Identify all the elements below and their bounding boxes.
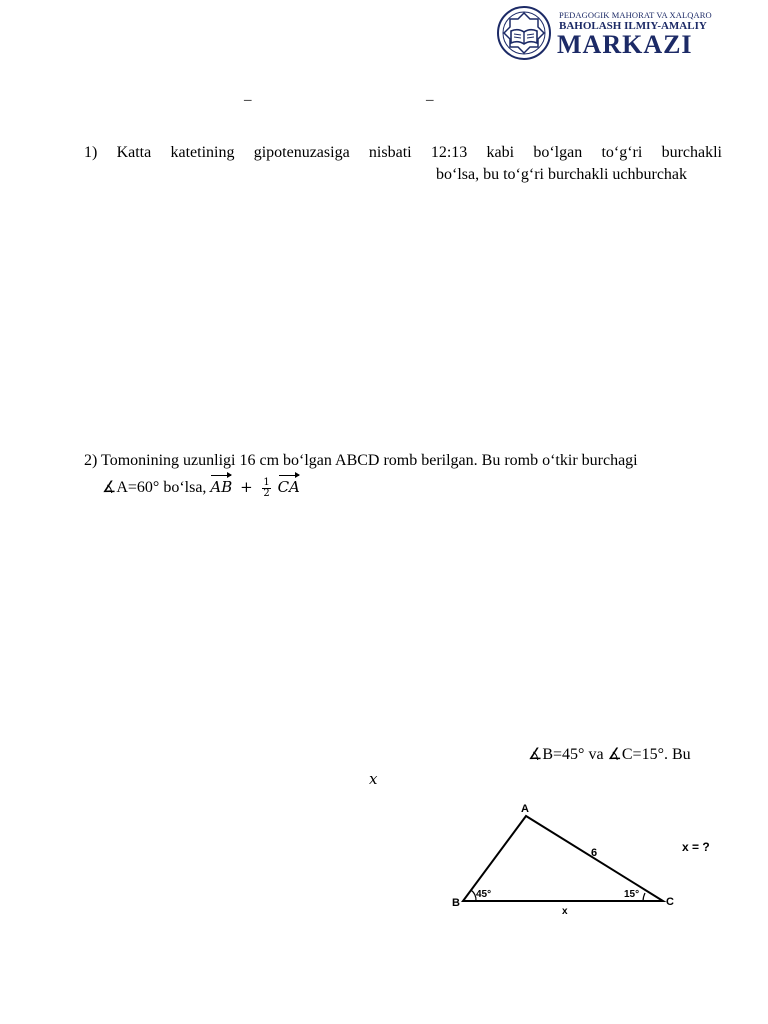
angle-b-label: 45°	[476, 889, 492, 900]
problem-2-line-2	[102, 477, 300, 499]
dash-1: –	[244, 92, 252, 108]
fraction-half	[262, 478, 270, 499]
fraction-numerator: 1	[263, 476, 270, 488]
problem-2-condition: ∡A=60° bo‘lsa,	[102, 479, 207, 496]
vertex-a-label: A	[521, 803, 529, 815]
logo-line-2: BAHOLASH ILMIY-AMALIY	[559, 20, 707, 32]
problem-2-line-1: 2) Tomonining uzunligi 16 cm bo‘lgan ABCD romb berilgan. Bu romb o‘tkir burchagi	[84, 452, 638, 469]
side-bc-label: x	[562, 906, 568, 917]
vertex-b-label: B	[452, 897, 460, 909]
plus-sign: +	[240, 478, 253, 496]
book-emblem-icon	[495, 4, 553, 62]
problem-1-line-1: 1) Katta katetining gipotenuzasiga nisbati 12:13 kabi bo‘lgan to‘g‘ri burchakli	[84, 144, 722, 161]
vector-expression	[210, 476, 300, 499]
problem-1-line-2: bo‘lsa, bu to‘g‘ri burchakli uchburchak	[436, 166, 688, 183]
center-logo	[495, 4, 735, 62]
vertex-c-label: C	[666, 896, 674, 908]
question-label: x = ?	[682, 840, 710, 854]
dash-2: –	[426, 92, 434, 108]
fraction-denominator: 2	[263, 487, 270, 499]
side-ac-label: 6	[591, 847, 598, 859]
problem-3-variable: x	[369, 770, 378, 788]
vector-ca: CA	[277, 478, 300, 496]
vector-ab: AB	[210, 478, 233, 496]
angle-c-arc	[643, 893, 645, 901]
logo-line-3: MARKAZI	[557, 30, 693, 59]
problem-3-text: ∡B=45° va ∡C=15°. Bu	[528, 746, 691, 763]
angle-c-label: 15°	[624, 889, 640, 900]
triangle-figure	[446, 798, 726, 920]
logo-line-1: PEDAGOGIK MAHORAT VA XALQARO	[559, 10, 712, 20]
